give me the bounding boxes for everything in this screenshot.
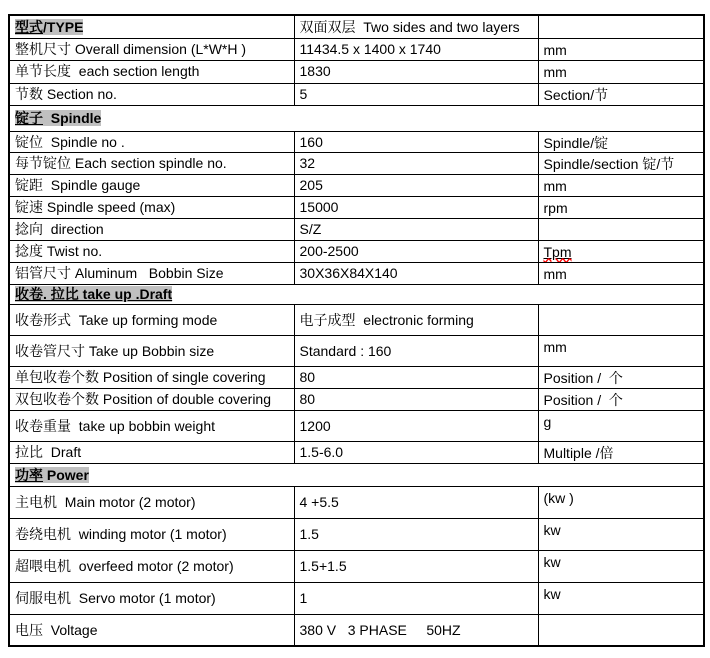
spec-unit-cell: [538, 15, 704, 38]
spec-value-cell: S/Z: [294, 218, 538, 240]
spec-unit-cell: [538, 614, 704, 646]
spec-value-cell: 1.5+1.5: [294, 550, 538, 582]
spec-value-cell: 1: [294, 582, 538, 614]
row-header-text: /TYPE: [43, 18, 84, 35]
spec-value-cell: 11434.5 x 1400 x 1740: [294, 38, 538, 60]
table-row: [9, 486, 704, 518]
spec-value-cell: 5: [294, 83, 538, 105]
spec-unit-cell: Position / 个: [538, 388, 704, 410]
table-row: [9, 60, 704, 83]
section-row: [9, 284, 704, 304]
section-header-text: 收卷. 拉比 take up .Draft: [15, 286, 173, 303]
spec-unit-cell: g: [538, 410, 704, 441]
spellcheck-flagged-text: Tpm: [543, 243, 572, 260]
spec-unit-cell: Section/节: [538, 83, 704, 105]
spec-unit-cell: mm: [538, 174, 704, 196]
section-header-text: Power: [43, 466, 89, 483]
section-header: [15, 467, 89, 483]
spec-value-cell: 电子成型 electronic forming: [294, 304, 538, 335]
section-header: [15, 286, 172, 302]
table-row: [9, 550, 704, 582]
table-row: [9, 582, 704, 614]
spec-value-cell: 双面双层 Two sides and two layers: [294, 15, 538, 38]
table-row: [9, 131, 704, 152]
spec-unit-cell: Position / 个: [538, 366, 704, 388]
spec-label-cell: 双包收卷个数 Position of double covering: [9, 388, 294, 410]
spec-unit-cell: mm: [538, 60, 704, 83]
spec-label-cell: 收卷形式 Take up forming mode: [9, 304, 294, 335]
table-row: [9, 240, 704, 262]
row-header-text: 型式: [15, 18, 43, 35]
section-header-cell: [9, 105, 704, 131]
spec-label-cell: 主电机 Main motor (2 motor): [9, 486, 294, 518]
spec-value-cell: 205: [294, 174, 538, 196]
spec-label-cell: 伺服电机 Servo motor (1 motor): [9, 582, 294, 614]
table-row: [9, 15, 704, 38]
section-header: [15, 110, 101, 126]
table-row: [9, 518, 704, 550]
spec-unit-cell: kw: [538, 550, 704, 582]
spec-label-cell: 锭位 Spindle no .: [9, 131, 294, 152]
table-row: [9, 196, 704, 218]
section-row: [9, 463, 704, 486]
spec-unit-cell: kw: [538, 518, 704, 550]
spec-label-cell: 锭速 Spindle speed (max): [9, 196, 294, 218]
section-header-text: 锭子: [15, 109, 43, 126]
section-header-text: Spindle: [43, 109, 102, 126]
section-row: [9, 105, 704, 131]
spec-value-cell: 15000: [294, 196, 538, 218]
spec-label-cell: 卷绕电机 winding motor (1 motor): [9, 518, 294, 550]
spec-unit-cell: rpm: [538, 196, 704, 218]
spec-label-cell: 整机尺寸 Overall dimension (L*W*H ): [9, 38, 294, 60]
spec-label-cell: 单包收卷个数 Position of single covering: [9, 366, 294, 388]
spec-label-cell: 超喂电机 overfeed motor (2 motor): [9, 550, 294, 582]
table-row: [9, 152, 704, 174]
spec-label-cell: [9, 15, 294, 38]
spec-label-cell: 拉比 Draft: [9, 441, 294, 463]
table-row: [9, 38, 704, 60]
spec-unit-cell: (kw ): [538, 486, 704, 518]
spec-value-cell: 30X36X84X140: [294, 262, 538, 284]
spec-label-cell: 收卷管尺寸 Take up Bobbin size: [9, 335, 294, 366]
spec-unit-text: [544, 244, 572, 260]
spec-label-cell: 捻度 Twist no.: [9, 240, 294, 262]
table-row: [9, 410, 704, 441]
table-row: [9, 174, 704, 196]
spec-label-cell: 锭距 Spindle gauge: [9, 174, 294, 196]
spec-unit-cell: [538, 240, 704, 262]
spec-label-cell: 每节锭位 Each section spindle no.: [9, 152, 294, 174]
spec-label-cell: 捻向 direction: [9, 218, 294, 240]
table-row: [9, 366, 704, 388]
spec-unit-cell: mm: [538, 262, 704, 284]
spec-label-cell: 电压 Voltage: [9, 614, 294, 646]
spec-value-cell: 1.5: [294, 518, 538, 550]
spec-unit-cell: kw: [538, 582, 704, 614]
spec-label-cell: 收卷重量 take up bobbin weight: [9, 410, 294, 441]
spec-unit-cell: [538, 218, 704, 240]
spec-value-cell: 80: [294, 388, 538, 410]
spec-value-cell: 80: [294, 366, 538, 388]
table-row: [9, 83, 704, 105]
spec-unit-cell: [538, 304, 704, 335]
spec-unit-cell: mm: [538, 335, 704, 366]
spec-value-cell: 1200: [294, 410, 538, 441]
spec-value-cell: 380 V 3 PHASE 50HZ: [294, 614, 538, 646]
spec-unit-cell: Spindle/锭: [538, 131, 704, 152]
spec-value-cell: 4 +5.5: [294, 486, 538, 518]
spec-value-cell: 32: [294, 152, 538, 174]
table-row: [9, 304, 704, 335]
section-header-cell: [9, 284, 704, 304]
table-row: [9, 335, 704, 366]
spec-value-cell: 160: [294, 131, 538, 152]
spec-table-body: [9, 15, 704, 646]
spec-value-cell: 1.5-6.0: [294, 441, 538, 463]
table-row: [9, 262, 704, 284]
table-row: [9, 441, 704, 463]
spec-table: [8, 14, 705, 647]
section-header-text: 功率: [15, 466, 43, 483]
spec-value-cell: 200-2500: [294, 240, 538, 262]
spec-value-cell: 1830: [294, 60, 538, 83]
spec-label-cell: 单节长度 each section length: [9, 60, 294, 83]
spec-unit-cell: Multiple /倍: [538, 441, 704, 463]
spec-unit-cell: mm: [538, 38, 704, 60]
section-header-cell: [9, 463, 704, 486]
spec-label-cell: 节数 Section no.: [9, 83, 294, 105]
table-row: [9, 388, 704, 410]
table-row: [9, 218, 704, 240]
spec-label-cell: 铝管尺寸 Aluminum Bobbin Size: [9, 262, 294, 284]
spec-value-cell: Standard : 160: [294, 335, 538, 366]
spec-unit-cell: Spindle/section 锭/节: [538, 152, 704, 174]
row-header: [15, 19, 83, 35]
table-row: [9, 614, 704, 646]
